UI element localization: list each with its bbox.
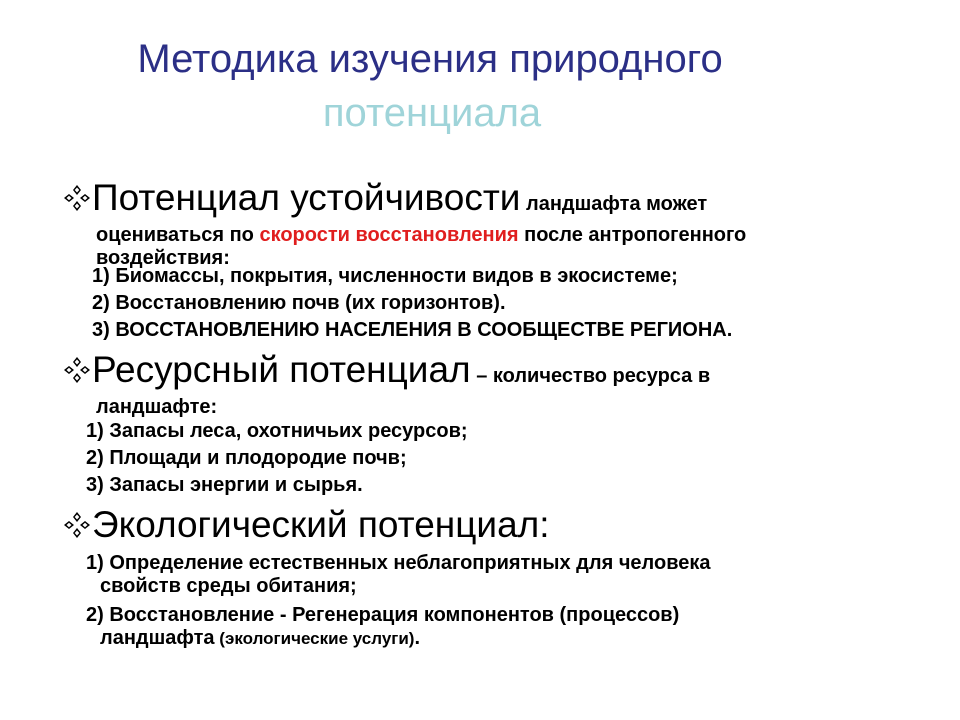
list-item: 1) Запасы леса, охотничьих ресурсов; — [86, 420, 468, 442]
list-item-line2-end: . — [414, 627, 421, 649]
slide-title-line2: потенциала — [322, 91, 542, 135]
section-stability — [62, 178, 922, 270]
list-item: 2) Площади и плодородие почв; — [86, 447, 407, 469]
list-item-line2 — [86, 627, 679, 650]
list-item: 2) Восстановлению почв (их горизонтов). — [92, 292, 506, 314]
section-resource — [62, 350, 922, 419]
list-item-line1: 2) Восстановление - Регенерация компонентов (процессов) — [86, 604, 680, 626]
section-stability-tail: ландшафта может — [520, 193, 708, 215]
list-item-line1: 1) Определение естественных неблагоприятных для человека — [86, 552, 711, 574]
desc-text-a: оцениваться по — [96, 224, 260, 246]
list-item: 1) Биомассы, покрытия, численности видов в экосистеме; — [92, 265, 678, 287]
highlight-recovery-speed: скорости восстановления — [259, 224, 519, 246]
list-item — [86, 604, 679, 650]
desc-text-b: после антропогенного — [518, 224, 747, 246]
desc-text: ландшафте: — [96, 396, 218, 418]
section-ecological-heading-row — [62, 505, 922, 545]
list-item — [86, 552, 711, 598]
diamond-quad-icon — [62, 510, 92, 540]
section-stability-desc — [62, 224, 922, 270]
section-resource-heading-row — [62, 350, 922, 396]
desc-text-c: воздействия: — [96, 247, 230, 269]
slide-title-line1: Методика изучения природного — [137, 37, 723, 81]
section-ecological — [62, 505, 922, 545]
list-item: 3) Запасы энергии и сырья. — [86, 474, 363, 496]
list-item-line2-small: (экологические услуги) — [214, 629, 415, 648]
list-item-line2-main: ландшафта — [100, 627, 215, 649]
section-stability-heading: Потенциал устойчивости — [92, 177, 521, 218]
section-resource-heading: Ресурсный потенциал — [92, 349, 471, 390]
section-stability-heading-row — [62, 178, 922, 224]
list-item: 3) ВОССТАНОВЛЕНИЮ НАСЕЛЕНИЯ В СООБЩЕСТВЕ РЕГИОНА. — [92, 319, 733, 341]
section-ecological-heading: Экологический потенциал: — [92, 504, 550, 545]
section-resource-tail: – количество ресурса в — [470, 365, 711, 387]
diamond-quad-icon — [62, 183, 92, 213]
section-resource-desc — [62, 396, 922, 419]
diamond-quad-icon — [62, 355, 92, 385]
list-item-line2: свойств среды обитания; — [100, 575, 357, 597]
